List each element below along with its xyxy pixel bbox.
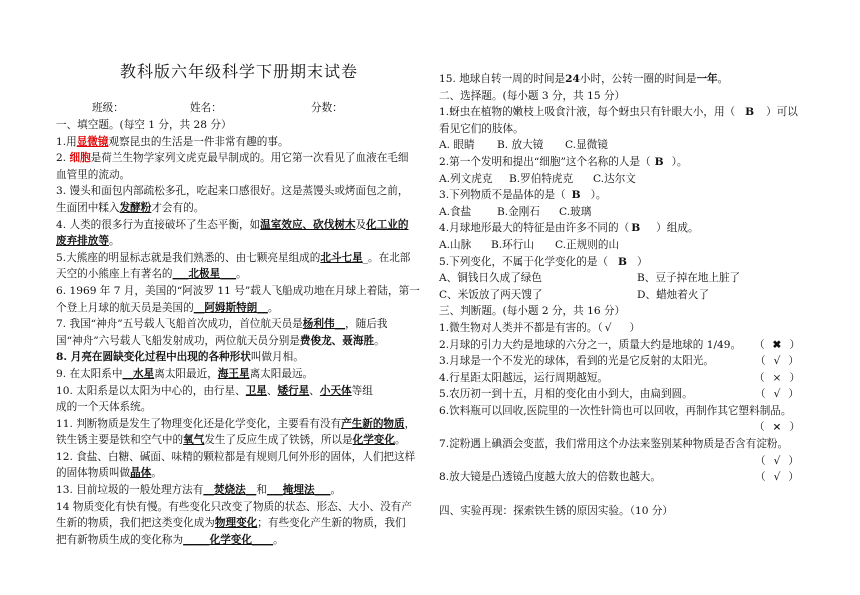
- name-label: 姓名：: [190, 102, 222, 114]
- answer: B: [618, 255, 627, 268]
- option: A. 眼睛: [439, 139, 475, 152]
- answer: 费俊龙、聂海胜: [299, 334, 375, 347]
- question-9: 9. 在太阳系中__水星离太阳最近，海王星离太阳最远。: [56, 367, 314, 380]
- choice-question-5: 5.下列变化，不属于化学变化的是（ B ） A、铜钱日久成了绿色 B、豆子掉在地上脏了 C、米饭放了两天馊了 D、蜡烛着火了: [439, 254, 805, 304]
- answer: 阿姆斯特朗: [204, 301, 258, 314]
- choice-question-4: 4.月球地形最大的特征是由许多不同的（ B ）组成。 A.山脉 B.环行山 C.正规则的山: [439, 220, 805, 253]
- answer: 温室效应、砍伐树木: [260, 218, 356, 231]
- answer: 细胞: [69, 152, 91, 165]
- question-8: 8. 月亮在圆缺变化过程中出现的各种形状叫做月相。: [56, 351, 304, 364]
- answer-mark: √: [773, 388, 781, 401]
- answer: 化工业的: [366, 218, 409, 231]
- option: C、米饭放了两天馊了: [439, 288, 543, 301]
- question-4: 4. 人类的很多行为直接破坏了生态平衡，如温室效应、砍伐树木及化工业的 废弃排放等。: [56, 218, 409, 248]
- answer: 卫星: [245, 384, 267, 397]
- question-3: 3. 馒头和面包内部疏松多孔，吃起来口感很好。这是蒸馒头或烤面包之前， 生面团中糅入发酵粉才会有的。: [56, 185, 409, 214]
- question-12: 12. 食盐、白糖、碱面、味精的颗粒都是有规则几何外形的固体，人们把这样 的固体物质叫做晶体。: [56, 450, 416, 480]
- question-6: 6. 1969 年 7 月，美国的“阿波罗 11 号”载人飞船成功地在月球上着陆，第一 个登上月球的航天员是美国的__阿姆斯特朗__。: [56, 284, 420, 314]
- answer: 焚烧法: [213, 484, 246, 497]
- option: D、蜡烛着火了: [637, 288, 710, 301]
- section2-heading: 二、选择题。(每小题 3 分，共 15 分）: [439, 89, 626, 102]
- answer: 废弃排放等: [56, 235, 109, 248]
- option: A.山脉: [439, 238, 472, 251]
- answer: 北极星: [188, 268, 221, 281]
- question-7: 7. 我国“神舟”五号载人飞船首次成功，首位航天员是杨利伟__，随后我 国“神舟”六号载人飞船发射成功，两位航天员分别是费俊龙、聂海胜。: [56, 318, 388, 347]
- option: A.食盐: [439, 205, 472, 218]
- answer: 海王星: [217, 367, 250, 380]
- choice-question-2: 2.第一个发明和提出“细胞”这个名称的人是（ B ）。 A.列文虎克 B.罗伯特虎克 C.达尔文: [439, 154, 805, 187]
- page-title: 教科版六年级科学下册期末试卷: [119, 62, 358, 81]
- answer-mark: √: [773, 454, 781, 467]
- section3-heading: 三、判断题。(每小题 2 分，共 16 分）: [439, 305, 626, 318]
- question-1: 1.用显微镜观察昆虫的生活是一件非常有趣的事。: [56, 135, 289, 148]
- answer: 一年: [696, 73, 718, 85]
- answer: 掩埋法: [282, 484, 315, 497]
- option: C.玻璃: [559, 205, 592, 218]
- answer: B: [631, 222, 641, 235]
- answer: 化学变化: [209, 533, 252, 546]
- answer-mark: √: [773, 471, 781, 484]
- class-label: 班级：: [92, 102, 124, 114]
- question-14: 14 物质变化有快有慢。有些变化只改变了物质的状态、形态、大小、没有产 生新的物质，我们把这类变化成为物理变化；有些变化产生新的物质，我们 把有新物质生成的变化称为_____化学变化____。: [56, 500, 412, 546]
- option: C.达尔文: [593, 172, 636, 185]
- score-label: 分数：: [311, 102, 343, 114]
- answer: 物理变化: [214, 517, 258, 530]
- answer: 杨利伟: [302, 318, 335, 331]
- answer: 氧气: [183, 434, 205, 447]
- answer-mark: √: [604, 321, 612, 334]
- judge-question-5: 5.农历初一到十五，月相的变化由小到大，由扁到圆。 （ √ ）: [439, 388, 799, 401]
- option: C.显微镜: [565, 139, 608, 152]
- option: A.列文虎克: [439, 172, 493, 185]
- question-2: 2. 细胞是荷兰生物学家列文虎克最早制成的。用它第一次看见了血液在毛细 血管里的流动。: [56, 152, 409, 181]
- answer: 化学变化: [352, 434, 395, 447]
- judge-question-3: 3.月球是一个不发光的球体，看到的光是它反射的太阳光。 （ √ ）: [439, 355, 799, 368]
- option: B、豆子掉在地上脏了: [637, 272, 741, 285]
- choice-question-1: 1.蚜虫在植物的嫩枝上吸食汁液，每个蚜虫只有针眼大小，用（ B ）可以 看见它们的肢体。 A. 眼睛 B. 放大镜 C.显微镜: [439, 104, 805, 154]
- answer-mark: ✖: [772, 338, 782, 351]
- option: B. 放大镜: [497, 139, 544, 152]
- section4-heading: 四、实验再现：探索铁生锈的原因实验。（10 分）: [439, 504, 674, 517]
- answer-mark: √: [773, 355, 781, 368]
- judge-question-4: 4.行星距太阳越远，运行周期越短。 （ × ）: [439, 371, 801, 384]
- answer: 24: [565, 73, 580, 85]
- section1-heading: 一、填空题。(每空 1 分，共 28 分）: [56, 119, 232, 131]
- section1-fill-blank: [56, 117, 422, 548]
- question-11: 11. 判断物质是发生了物理变化还是化学变化，主要看有没有产生新的物质， 铁生锈主要是铁和空气中的氧气发生了反应生成了铁锈，所以是化学变化。: [56, 417, 416, 447]
- question-5: 5.大熊座的明显标志就是我们熟悉的、由七颗亮星组成的北斗七星_。在北部 天空的小熊座上有著名的___北极星___。: [56, 251, 411, 281]
- option: C.正规则的山: [555, 238, 620, 251]
- question-15: 15. 地球自转一周的时间是24小时，公转一圈的时间是一年。: [439, 73, 729, 85]
- answer: 北斗七星: [320, 251, 363, 264]
- answer: B: [654, 155, 664, 168]
- answer: 产生新的物质: [341, 417, 405, 430]
- judge-question-2: 2.月球的引力大约是地球的六分之一，质量大约是地球的 1/49。 （ ✖ ）: [439, 338, 801, 351]
- answer: B: [571, 189, 581, 202]
- answer: 晶体: [130, 467, 152, 480]
- option: B.环行山: [491, 238, 534, 251]
- option: B.金刚石: [497, 205, 540, 218]
- question-10: 10. 太阳系是以太阳为中心的，由行星、卫星、矮行星、小天体等组 成的一个天体系统。: [56, 384, 373, 414]
- answer: 小天体: [319, 384, 352, 397]
- answer: 发酵粉: [119, 201, 152, 214]
- answer: 矮行星: [277, 384, 310, 397]
- option: A、铜钱日久成了绿色: [439, 272, 542, 285]
- question-13: 13. 目前垃圾的一般处理方法有__焚烧法__和___掩埋法___。: [56, 484, 342, 497]
- judge-question-1: 1.微生物对人类并不都是有害的。（ √ ）: [439, 321, 641, 334]
- answer-mark: ×: [772, 421, 782, 434]
- answer: 显微镜: [76, 135, 109, 148]
- answer: B: [745, 106, 755, 119]
- answer: 水星: [133, 367, 155, 380]
- judge-question-7: 7.淀粉遇上碘酒会变蓝，我们常用这个办法来鉴别某种物质是否含有淀粉。 （ √ ）: [439, 438, 799, 467]
- choice-question-3: 3.下列物质不是晶体的是（ B ）。 A.食盐 B.金刚石 C.玻璃: [439, 187, 805, 220]
- answer-mark: ×: [772, 371, 782, 384]
- right-column: [439, 71, 805, 519]
- judge-question-6: 6.饮料瓶可以回收,医院里的一次性针筒也可以回收，再制作其它塑料制品。 （ × ）: [439, 404, 801, 434]
- option: B.罗伯特虎克: [509, 172, 574, 185]
- judge-question-8: 8.放大镜是凸透镜凸度越大放大的倍数也越大。 （ √ ）: [439, 471, 799, 484]
